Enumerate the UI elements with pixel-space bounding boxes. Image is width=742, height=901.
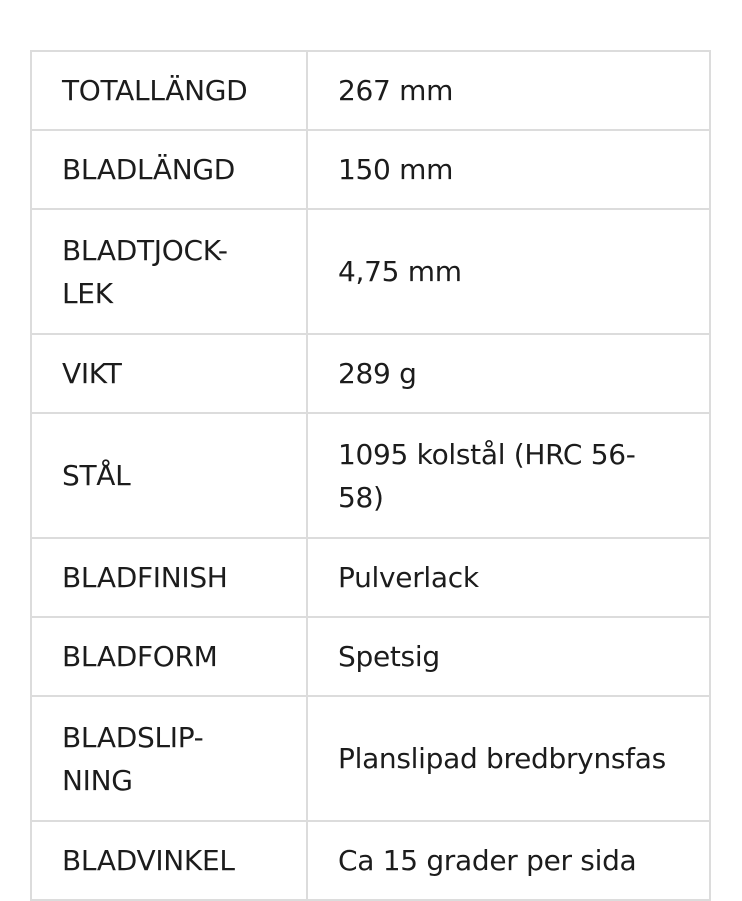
spec-value: 289 g bbox=[307, 334, 710, 413]
spec-table bbox=[30, 50, 711, 901]
table-row bbox=[31, 617, 710, 696]
table-row bbox=[31, 209, 710, 334]
table-row bbox=[31, 538, 710, 617]
spec-value: 150 mm bbox=[307, 130, 710, 209]
table-row bbox=[31, 334, 710, 413]
spec-label: BLADFORM bbox=[31, 617, 307, 696]
spec-label: BLADSLIP- NING bbox=[31, 696, 307, 821]
spec-value: Ca 15 grader per sida bbox=[307, 821, 710, 900]
spec-value: 267 mm bbox=[307, 51, 710, 130]
spec-label: VIKT bbox=[31, 334, 307, 413]
table-row bbox=[31, 696, 710, 821]
table-row bbox=[31, 51, 710, 130]
table-row bbox=[31, 413, 710, 538]
spec-value: Planslipad bredbrynsfas bbox=[307, 696, 710, 821]
spec-label: BLADTJOCK- LEK bbox=[31, 209, 307, 334]
spec-value: 1095 kolstål (HRC 56- 58) bbox=[307, 413, 710, 538]
spec-label: BLADFINISH bbox=[31, 538, 307, 617]
spec-label: BLADLÄNGD bbox=[31, 130, 307, 209]
spec-label: BLADVINKEL bbox=[31, 821, 307, 900]
spec-value: 4,75 mm bbox=[307, 209, 710, 334]
spec-value: Pulverlack bbox=[307, 538, 710, 617]
spec-label: TOTALLÄNGD bbox=[31, 51, 307, 130]
spec-value: Spetsig bbox=[307, 617, 710, 696]
spec-label: STÅL bbox=[31, 413, 307, 538]
table-row bbox=[31, 130, 710, 209]
table-row bbox=[31, 821, 710, 900]
